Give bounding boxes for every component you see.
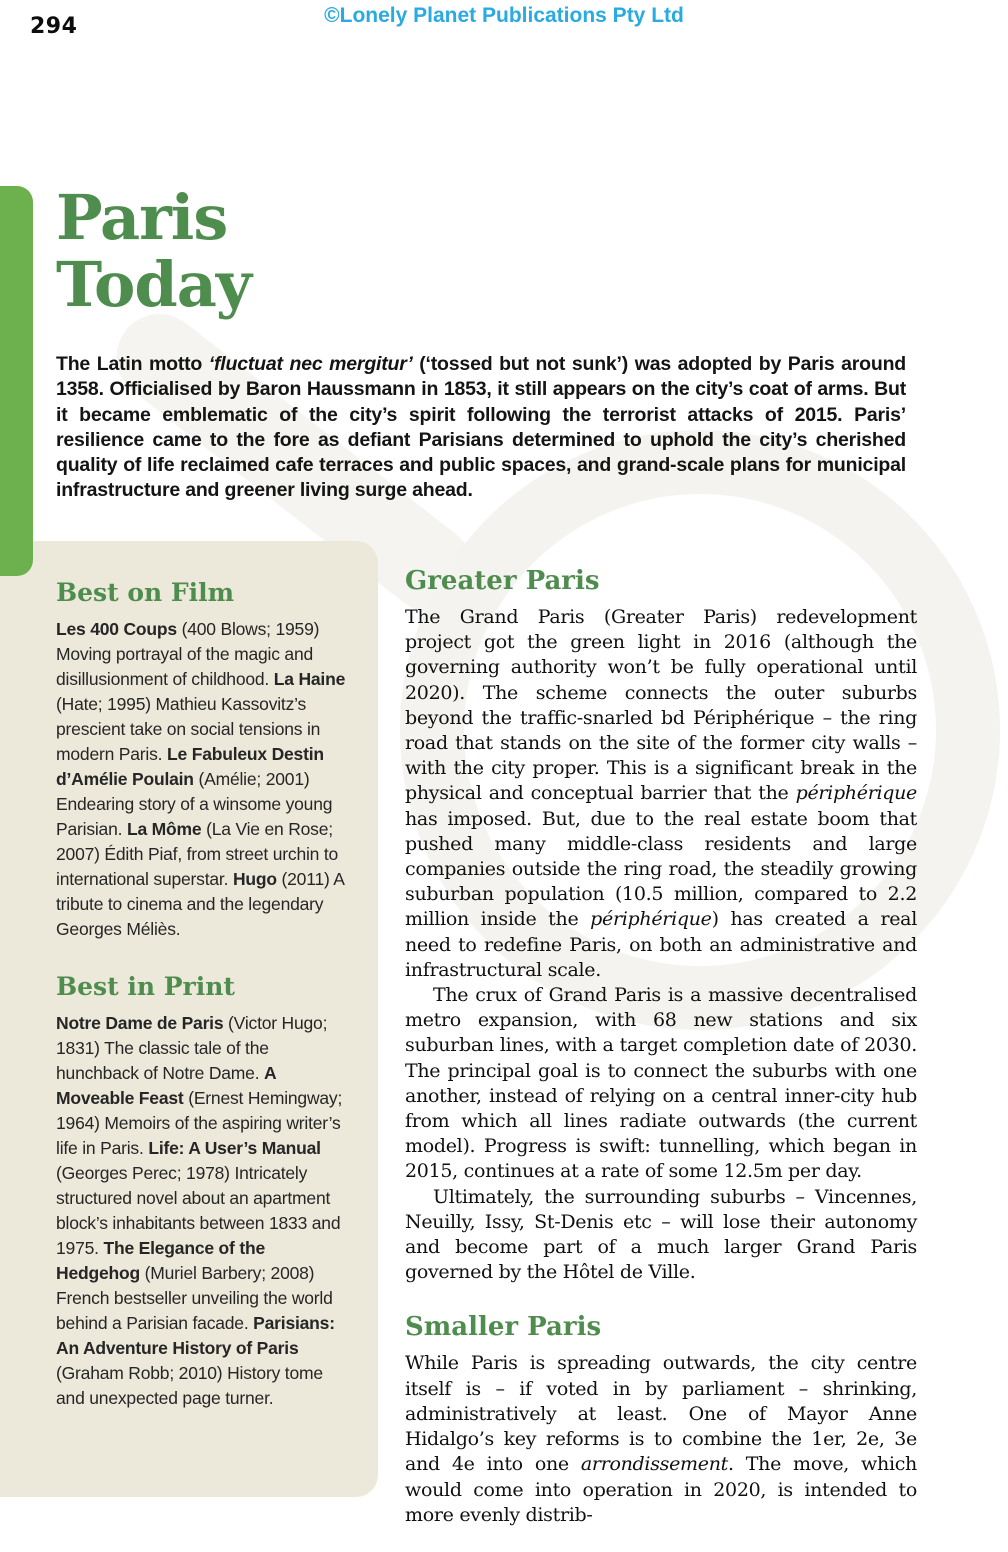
best-in-print-heading: Best in Print [56,972,235,1001]
book-desc: (Muriel Barbery; 2008) French bestseller unveiling the world behind a Parisian facade. [56,1263,333,1333]
chapter-title [56,181,251,321]
book-title: Parisians: An Adventure History of Paris [56,1313,335,1358]
film-title: Hugo [232,869,277,889]
chapter-title-line2: Today [56,248,251,321]
film-desc: (2011) A tribute to cinema and the legendary Georges Méliès. [56,869,344,939]
film-desc: (La Vie en Rose; 2007) Édith Piaf, from street urchin to international superstar. [56,819,339,889]
best-on-film-list [56,617,352,942]
intro-text-pre: The Latin motto [56,353,209,375]
greater-paris-paragraph-1 [405,605,917,983]
body-text: While Paris is spreading outwards, the city centre itself is – if voted in by parliament – shrinking, administratively at least. One of Mayor Anne Hidalgo’s key reforms is to combine the 1er, 2e, 3e and 4e into one [405,1352,917,1476]
film-title: Les 400 Coups [56,619,177,639]
page-number: 294 [30,14,78,39]
smaller-paris-heading: Smaller Paris [405,1312,602,1343]
film-desc: (400 Blows; 1959) Moving portrayal of the magic and disillusionment of childhood. [56,619,320,689]
book-desc: (Ernest Hemingway; 1964) Memoirs of the aspiring writer’s life in Paris. [56,1088,343,1158]
french-term: périphérique [590,908,712,931]
film-title: Le Fabuleux Destin d’Amélie Poulain [56,744,324,789]
film-title: La Môme [126,819,202,839]
greater-paris-paragraph-3: Ultimately, the surrounding suburbs – Vincennes, Neuilly, Issy, St-Denis etc – will lose their autonomy and become part of a much larger Grand Paris governed by the Hôtel de Ville. [405,1185,917,1284]
french-term: arrondissement [580,1453,728,1476]
body-text: ) has created a real need to redefine Paris, on both an administrative and infrastructural scale. [405,908,917,981]
copyright-notice: ©Lonely Planet Publications Pty Ltd [324,4,684,27]
film-title: La Haine [273,669,346,689]
book-title: Notre Dame de Paris [56,1013,224,1033]
intro-latin-motto: ‘fluctuat nec mergitur’ [208,353,413,375]
greater-paris-paragraph-2: The crux of Grand Paris is a massive decentralised metro expansion, with 68 new stations and six suburban lines, with a target completion date of 2030. The principal goal is to connect the suburbs with one another, instead of relying on a central inner-city hub from which all lines radiate outwards (the current model). Progress is swift: tunnelling, which began in 2015, continues at a rate of some 12.5m per day. [405,984,917,1183]
sidebar [56,566,352,1411]
intro-paragraph [56,352,906,504]
body-text: The Grand Paris (Greater Paris) redevelopment project got the green light in 2016 (although the governing authority won’t be fully operational until 2020). The scheme connects the outer suburbs beyond the traffic-snarled bd Périphérique – the ring road that stands on the site of the former city walls – with the city proper. This is a significant break in the physical and conceptual barrier that the [405,606,917,805]
intro-text-post: (‘tossed but not sunk’) was adopted by Paris around 1358. Officialised by Baron Haussmann in 1853, it still appears on the city’s coat of arms. But it became emblematic of the city’s spirit following the terrorist attacks of 2015. Paris’ resilience came to the fore as defiant Parisians determined to uphold the city’s cherished quality of life reclaimed cafe terraces and public spaces, and grand-scale plans for municipal infrastructure and greener living surge ahead. [56,353,907,502]
film-desc: (Amélie; 2001) Endearing story of a winsome young Parisian. [56,769,333,839]
chapter-title-line1: Paris [56,181,228,254]
book-title: Life: A User’s Manual [148,1138,321,1158]
main-column [405,566,917,1528]
book-desc: (Graham Robb; 2010) History tome and unexpected page turner. [56,1363,323,1408]
body-text: . The move, which would come into operation in 2020, is intended to more evenly distrib- [405,1453,917,1526]
film-desc: (Hate; 1995) Mathieu Kassovitz’s prescient take on social tensions in modern Paris. [56,694,321,764]
list-item [56,1013,327,1083]
book-desc: (Georges Perec; 1978) Intricately structured novel about an apartment block’s inhabitants between 1833 and 1975. [56,1163,341,1258]
smaller-paris-paragraph-1 [405,1351,917,1527]
book-title: A Moveable Feast [56,1063,276,1108]
best-in-print-list [56,1011,352,1411]
best-on-film-heading: Best on Film [56,578,235,607]
chapter-tab-bar [0,186,33,576]
book-desc: (Victor Hugo; 1831) The classic tale of the hunchback of Notre Dame. [56,1013,328,1083]
greater-paris-heading: Greater Paris [405,566,600,596]
body-text: has imposed. But, due to the real estate boom that pushed many middle-class residents and large companies outside the ring road, the steadily growing suburban population (10.5 million, compared to 2.2 million inside the [405,807,917,931]
french-term: périphérique [795,782,917,805]
book-title: The Elegance of the Hedgehog [56,1238,265,1283]
